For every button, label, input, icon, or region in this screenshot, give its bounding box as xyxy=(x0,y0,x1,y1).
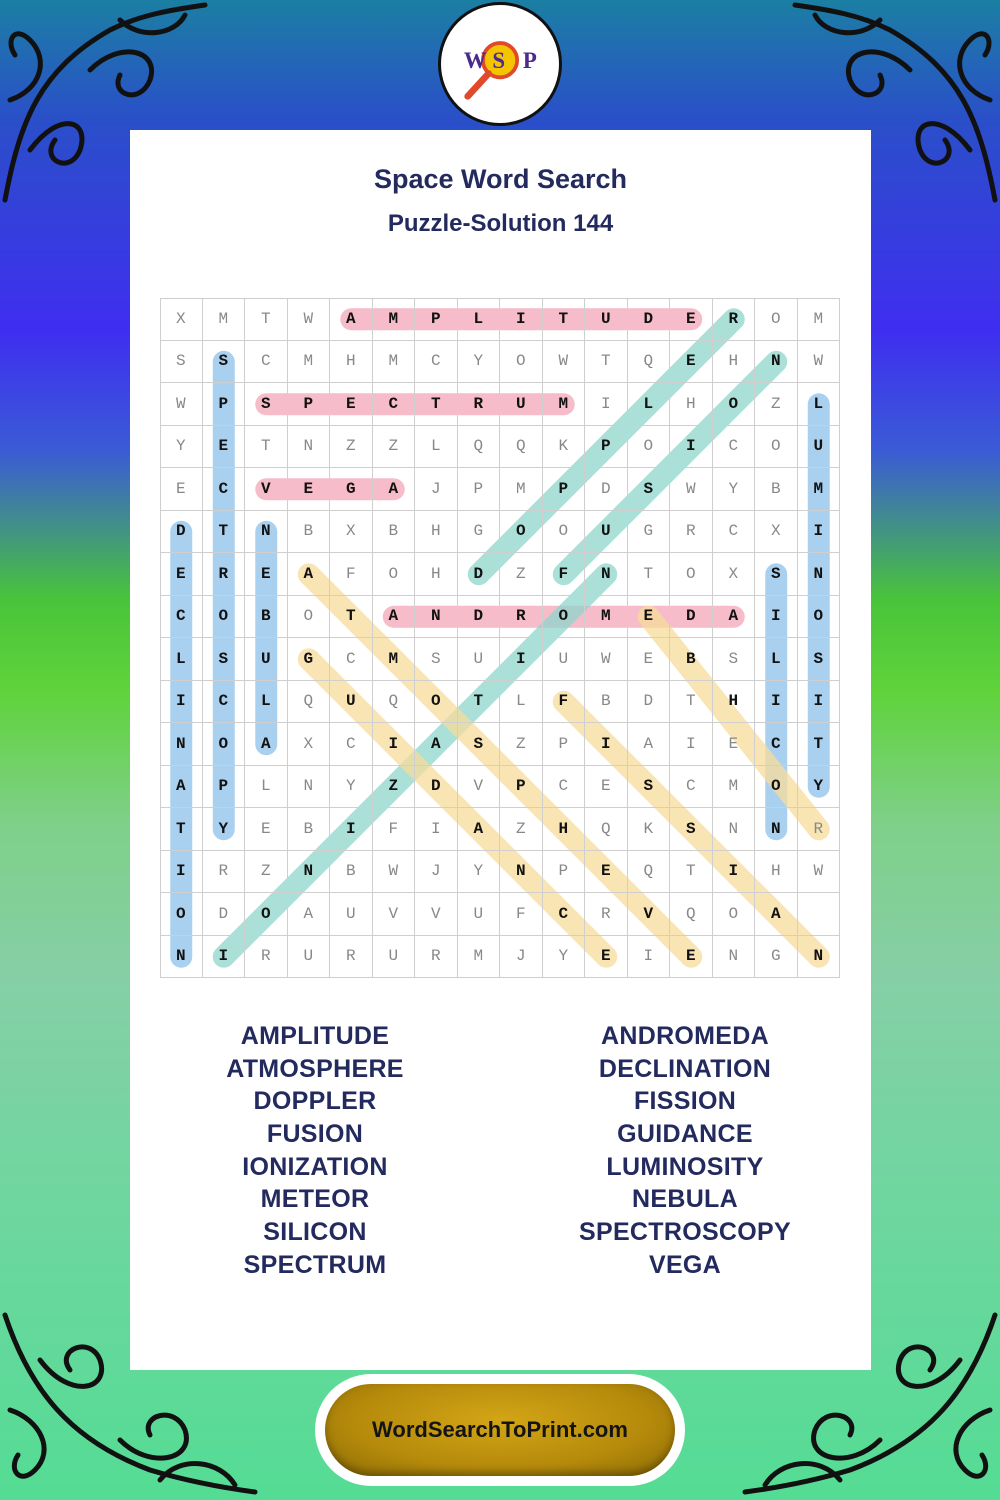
grid-cell: Q xyxy=(628,341,671,384)
logo-letter-w: W xyxy=(463,47,487,73)
grid-cell: U xyxy=(543,638,586,681)
grid-cell: J xyxy=(415,851,458,894)
grid-cell: Z xyxy=(373,766,416,809)
grid-cell: S xyxy=(203,638,246,681)
grid-cell: I xyxy=(670,723,713,766)
grid-cell: Z xyxy=(500,723,543,766)
grid-cell: M xyxy=(713,766,756,809)
grid-cell: N xyxy=(798,553,841,596)
grid-cell: Q xyxy=(628,851,671,894)
grid-cell: I xyxy=(798,681,841,724)
grid-cell: I xyxy=(628,936,671,979)
grid-cell: O xyxy=(245,893,288,936)
grid-cell: I xyxy=(500,638,543,681)
grid-cell: E xyxy=(245,553,288,596)
grid-cell: O xyxy=(755,426,798,469)
grid-cell: L xyxy=(245,681,288,724)
grid-cell: U xyxy=(500,383,543,426)
grid-cell: N xyxy=(713,936,756,979)
grid-cell: I xyxy=(373,723,416,766)
grid-cell: F xyxy=(543,681,586,724)
grid-cell: S xyxy=(245,383,288,426)
grid-cell: S xyxy=(798,638,841,681)
grid-cell: E xyxy=(628,596,671,639)
grid-cell: F xyxy=(543,553,586,596)
grid-cell: B xyxy=(245,596,288,639)
grid-cell: C xyxy=(713,511,756,554)
grid-cell: O xyxy=(203,723,246,766)
grid-cell: T xyxy=(670,851,713,894)
word-list-item: SPECTROSCOPY xyxy=(579,1218,791,1247)
grid-cell: L xyxy=(500,681,543,724)
grid-cell: O xyxy=(713,893,756,936)
word-list-item: ANDROMEDA xyxy=(601,1022,769,1050)
grid-cell: I xyxy=(160,681,203,724)
grid-cell: D xyxy=(628,298,671,341)
grid-cell: Q xyxy=(585,808,628,851)
grid-cell: I xyxy=(500,298,543,341)
grid-cell: O xyxy=(500,341,543,384)
grid-cell: O xyxy=(628,426,671,469)
grid-cell: C xyxy=(203,681,246,724)
grid-cell: K xyxy=(628,808,671,851)
grid-cell: B xyxy=(755,468,798,511)
grid-cell: R xyxy=(713,298,756,341)
grid-cell: A xyxy=(245,723,288,766)
grid-cell: X xyxy=(160,298,203,341)
letter-grid xyxy=(160,298,840,978)
grid-cell: E xyxy=(713,723,756,766)
grid-cell: K xyxy=(543,426,586,469)
grid-cell: O xyxy=(543,511,586,554)
grid-cell: H xyxy=(713,681,756,724)
grid-cell: U xyxy=(798,426,841,469)
grid-cell: S xyxy=(160,341,203,384)
grid-cell: U xyxy=(330,681,373,724)
grid-cell: N xyxy=(288,426,331,469)
grid-cell: R xyxy=(458,383,501,426)
grid-cell: W xyxy=(798,851,841,894)
grid-cell: L xyxy=(628,383,671,426)
grid-cell: O xyxy=(500,511,543,554)
grid-cell: V xyxy=(373,893,416,936)
grid-cell: P xyxy=(203,766,246,809)
grid-cell: P xyxy=(500,766,543,809)
word-list-item: FISSION xyxy=(633,1087,737,1116)
grid-cell: M xyxy=(500,468,543,511)
grid-cell: J xyxy=(500,936,543,979)
site-link-button[interactable] xyxy=(325,1384,675,1476)
grid-cell: E xyxy=(203,426,246,469)
grid-cell: I xyxy=(330,808,373,851)
grid-cell: N xyxy=(713,808,756,851)
word-list-item: AMPLITUDE xyxy=(240,1022,390,1050)
grid-cell: B xyxy=(585,681,628,724)
grid-cell: Z xyxy=(245,851,288,894)
grid-cell: N xyxy=(755,808,798,851)
grid-cell: L xyxy=(160,638,203,681)
site-badge xyxy=(315,1374,685,1486)
grid-cell: P xyxy=(288,383,331,426)
grid-cell: H xyxy=(713,341,756,384)
grid-cell: U xyxy=(330,893,373,936)
grid-cell: H xyxy=(543,808,586,851)
grid-cell: U xyxy=(585,511,628,554)
grid-cell: Z xyxy=(500,808,543,851)
grid-cell: R xyxy=(415,936,458,979)
grid-cell: T xyxy=(160,808,203,851)
grid-cell: T xyxy=(458,681,501,724)
site-link-label: WordSearchToPrint.com xyxy=(372,1417,628,1442)
word-list-item: SILICON xyxy=(263,1218,367,1247)
grid-cell: W xyxy=(585,638,628,681)
grid-cell: Q xyxy=(373,681,416,724)
grid-cell: T xyxy=(628,553,671,596)
grid-cell: M xyxy=(288,341,331,384)
grid-cell: H xyxy=(415,511,458,554)
grid-cell: J xyxy=(415,468,458,511)
grid-cell: C xyxy=(330,638,373,681)
grid-cell: Y xyxy=(330,766,373,809)
grid-cell: C xyxy=(713,426,756,469)
grid-cell: R xyxy=(203,553,246,596)
grid-cell: C xyxy=(160,596,203,639)
grid-cell: E xyxy=(628,638,671,681)
grid-cell: C xyxy=(203,468,246,511)
grid-cell: I xyxy=(670,426,713,469)
word-list-item: METEOR xyxy=(260,1185,370,1214)
grid-cell: R xyxy=(245,936,288,979)
grid-cell: E xyxy=(160,553,203,596)
grid-cell: N xyxy=(245,511,288,554)
grid-cell: G xyxy=(628,511,671,554)
grid-cell: T xyxy=(245,426,288,469)
grid-cell: U xyxy=(458,893,501,936)
grid-cell: U xyxy=(245,638,288,681)
grid-cell: E xyxy=(585,766,628,809)
grid-cell: T xyxy=(245,298,288,341)
word-list-item: SPECTRUM xyxy=(243,1250,387,1279)
grid-cell: Y xyxy=(203,808,246,851)
grid-cell: E xyxy=(160,468,203,511)
grid-cell: N xyxy=(500,851,543,894)
wsp-logo xyxy=(438,2,562,126)
grid-cell: N xyxy=(755,341,798,384)
grid-cell: V xyxy=(458,766,501,809)
grid-cell: Y xyxy=(458,341,501,384)
grid-cell: T xyxy=(330,596,373,639)
grid-cell: M xyxy=(458,936,501,979)
grid-cell: L xyxy=(798,383,841,426)
grid-cell: V xyxy=(628,893,671,936)
grid-cell: D xyxy=(415,766,458,809)
grid-cell: S xyxy=(713,638,756,681)
grid-cell: B xyxy=(670,638,713,681)
grid-cell: H xyxy=(755,851,798,894)
word-list-item: NEBULA xyxy=(632,1185,738,1214)
grid-cell: A xyxy=(458,808,501,851)
grid-cell: R xyxy=(330,936,373,979)
grid-cell: R xyxy=(203,851,246,894)
grid-cell: I xyxy=(755,681,798,724)
word-list-item: IONIZATION xyxy=(242,1152,388,1181)
grid-cell: N xyxy=(798,936,841,979)
grid-cell: U xyxy=(373,936,416,979)
grid-cell: M xyxy=(543,383,586,426)
page-title: Space Word Search xyxy=(373,164,628,194)
grid-cell: T xyxy=(415,383,458,426)
grid-cell: Y xyxy=(713,468,756,511)
grid-cell: M xyxy=(585,596,628,639)
grid-cell: M xyxy=(203,298,246,341)
grid-cell: N xyxy=(288,766,331,809)
grid-cell: W xyxy=(543,341,586,384)
grid-cell: N xyxy=(585,553,628,596)
grid-cell: T xyxy=(585,341,628,384)
grid-cell: Z xyxy=(755,383,798,426)
grid-cell: E xyxy=(245,808,288,851)
grid-cell: O xyxy=(713,383,756,426)
grid-cell: A xyxy=(160,766,203,809)
grid-cell: X xyxy=(713,553,756,596)
grid-cell: O xyxy=(415,681,458,724)
grid-cell: Y xyxy=(543,936,586,979)
grid-cell: M xyxy=(798,298,841,341)
word-list-item: VEGA xyxy=(648,1250,722,1279)
word-list-item: DOPPLER xyxy=(253,1087,377,1116)
grid-cell: H xyxy=(330,341,373,384)
grid-cell: O xyxy=(373,553,416,596)
grid-cell: X xyxy=(330,511,373,554)
grid-cell: C xyxy=(415,341,458,384)
grid-cell: R xyxy=(585,893,628,936)
grid-cell: S xyxy=(628,766,671,809)
grid-cell: Z xyxy=(330,426,373,469)
grid-cell: C xyxy=(543,766,586,809)
grid-cell: D xyxy=(585,468,628,511)
grid-cell: A xyxy=(415,723,458,766)
grid-cell: A xyxy=(373,468,416,511)
page-subtitle: Puzzle-Solution 144 xyxy=(387,210,614,237)
grid-cell: O xyxy=(798,596,841,639)
grid-cell: P xyxy=(543,723,586,766)
grid-cell: W xyxy=(160,383,203,426)
grid-cell: O xyxy=(755,766,798,809)
grid-cell: C xyxy=(543,893,586,936)
grid-cell: Y xyxy=(160,426,203,469)
grid-cell: S xyxy=(203,341,246,384)
grid-cell: Q xyxy=(500,426,543,469)
grid-cell: L xyxy=(755,638,798,681)
grid-cell: G xyxy=(288,638,331,681)
word-list-right xyxy=(500,1020,870,1282)
word-list-item: ATMOSPHERE xyxy=(226,1054,404,1083)
grid-cell: C xyxy=(670,766,713,809)
grid-cell: R xyxy=(500,596,543,639)
word-list-item: DECLINATION xyxy=(598,1054,772,1083)
logo-letter-p: P xyxy=(522,47,537,73)
grid-cell: G xyxy=(330,468,373,511)
grid-cell: N xyxy=(415,596,458,639)
grid-cell: O xyxy=(203,596,246,639)
grid-cell: F xyxy=(500,893,543,936)
grid-cell: R xyxy=(670,511,713,554)
grid-cell: S xyxy=(670,808,713,851)
grid-cell: I xyxy=(713,851,756,894)
grid-cell: W xyxy=(670,468,713,511)
word-list-item: FUSION xyxy=(266,1120,364,1149)
grid-cell: M xyxy=(798,468,841,511)
grid-cell: H xyxy=(415,553,458,596)
grid-cell: F xyxy=(330,553,373,596)
grid-cell: M xyxy=(373,341,416,384)
grid-cell: Y xyxy=(458,851,501,894)
grid-cell: S xyxy=(628,468,671,511)
grid-cell: A xyxy=(288,553,331,596)
grid-cell: B xyxy=(373,511,416,554)
grid-cell: W xyxy=(288,298,331,341)
grid-cell: X xyxy=(755,511,798,554)
grid-cell: C xyxy=(755,723,798,766)
grid-cell: C xyxy=(373,383,416,426)
grid-cell: O xyxy=(670,553,713,596)
grid-cell: A xyxy=(755,893,798,936)
grid-cell: N xyxy=(160,723,203,766)
grid-cell: D xyxy=(670,596,713,639)
grid-cell: N xyxy=(288,851,331,894)
word-list-left xyxy=(130,1020,500,1282)
grid-cell: P xyxy=(458,468,501,511)
grid-cell: A xyxy=(713,596,756,639)
grid-cell: I xyxy=(798,511,841,554)
grid-cell: A xyxy=(288,893,331,936)
grid-cell: I xyxy=(203,936,246,979)
grid-cell: T xyxy=(798,723,841,766)
grid-cell: V xyxy=(245,468,288,511)
grid-cell: C xyxy=(330,723,373,766)
grid-cell: A xyxy=(373,596,416,639)
grid-cell: M xyxy=(373,638,416,681)
grid-cell: C xyxy=(245,341,288,384)
grid-cell: D xyxy=(203,893,246,936)
grid-cell: P xyxy=(203,383,246,426)
grid-cell: O xyxy=(755,298,798,341)
word-grid xyxy=(160,298,840,978)
grid-cell: G xyxy=(755,936,798,979)
grid-cell: Q xyxy=(458,426,501,469)
grid-cell xyxy=(798,893,841,936)
grid-cell: I xyxy=(585,723,628,766)
grid-cell: I xyxy=(755,596,798,639)
grid-cell: Y xyxy=(798,766,841,809)
grid-cell: W xyxy=(798,341,841,384)
grid-cell: P xyxy=(543,468,586,511)
grid-cell: D xyxy=(458,553,501,596)
grid-cell: X xyxy=(288,723,331,766)
grid-cell: E xyxy=(288,468,331,511)
grid-cell: S xyxy=(755,553,798,596)
grid-cell: O xyxy=(543,596,586,639)
grid-cell: B xyxy=(288,511,331,554)
grid-cell: I xyxy=(415,808,458,851)
grid-cell: I xyxy=(585,383,628,426)
grid-cell: S xyxy=(458,723,501,766)
grid-cell: W xyxy=(373,851,416,894)
grid-cell: E xyxy=(670,936,713,979)
grid-cell: B xyxy=(288,808,331,851)
grid-cell: E xyxy=(670,341,713,384)
grid-cell: Q xyxy=(288,681,331,724)
grid-cell: O xyxy=(160,893,203,936)
grid-cell: A xyxy=(628,723,671,766)
grid-cell: U xyxy=(458,638,501,681)
grid-cell: L xyxy=(415,426,458,469)
grid-cell: O xyxy=(288,596,331,639)
grid-cell: Z xyxy=(500,553,543,596)
grid-cell: Q xyxy=(670,893,713,936)
grid-cell: B xyxy=(330,851,373,894)
grid-cell: U xyxy=(585,298,628,341)
grid-cell: L xyxy=(458,298,501,341)
grid-cell: M xyxy=(373,298,416,341)
grid-cell: P xyxy=(585,426,628,469)
grid-cell: E xyxy=(670,298,713,341)
grid-cell: R xyxy=(798,808,841,851)
grid-cell: N xyxy=(160,936,203,979)
grid-cell: D xyxy=(160,511,203,554)
grid-cell: D xyxy=(628,681,671,724)
grid-cell: E xyxy=(330,383,373,426)
grid-cell: U xyxy=(288,936,331,979)
grid-cell: G xyxy=(458,511,501,554)
grid-cell: D xyxy=(458,596,501,639)
grid-cell: S xyxy=(415,638,458,681)
grid-cell: V xyxy=(415,893,458,936)
grid-cell: E xyxy=(585,851,628,894)
word-list-item: GUIDANCE xyxy=(617,1120,753,1149)
grid-cell: L xyxy=(245,766,288,809)
grid-cell: T xyxy=(543,298,586,341)
logo-letter-s: S xyxy=(492,47,506,73)
grid-cell: H xyxy=(670,383,713,426)
grid-cell: A xyxy=(330,298,373,341)
grid-cell: P xyxy=(543,851,586,894)
grid-cell: P xyxy=(415,298,458,341)
grid-cell: I xyxy=(160,851,203,894)
grid-cell: T xyxy=(670,681,713,724)
grid-cell: T xyxy=(203,511,246,554)
grid-cell: Z xyxy=(373,426,416,469)
grid-cell: E xyxy=(585,936,628,979)
grid-cell: F xyxy=(373,808,416,851)
puzzle-panel xyxy=(130,130,871,1370)
word-list-item: LUMINOSITY xyxy=(606,1152,764,1181)
